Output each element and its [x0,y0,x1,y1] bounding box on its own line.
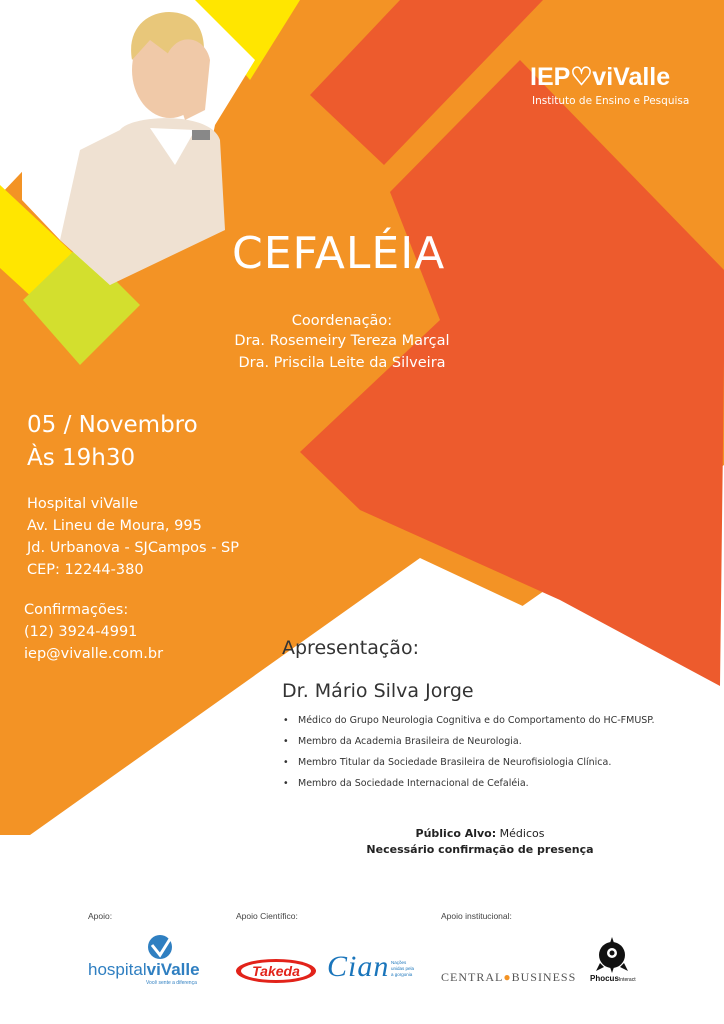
presentation-heading: Apresentação: [282,637,419,659]
bullet-icon: • [283,736,289,747]
target-audience [330,826,630,858]
audience-value: Médicos [499,827,545,840]
bio-item: • Membro Titular da Sociedade Brasileira de Neurofisiologia Clínica. [282,752,655,773]
confirmations-email: iep@vivalle.com.br [24,646,164,662]
logo-subtitle: Instituto de Ensino e Pesquisa [532,95,690,107]
presenter-bio-list [282,710,655,794]
institutional-support-label: Apoio institucional: [441,911,512,921]
scientific-support-label: Apoio Científico: [236,911,298,921]
phocus-mascot-icon [590,935,634,975]
address-line: Av. Lineu de Moura, 995 [27,518,202,534]
coordinator-name: Dra. Priscila Leite da Silveira [238,355,446,371]
coordination-label: Coordenação: [291,313,393,329]
address-line: Jd. Urbanova - SJCampos - SP [27,540,239,556]
audience-label: Público Alvo: [415,827,497,840]
confirmations-phone: (12) 3924-4991 [24,624,138,640]
cian-logo: Cian Nações unidas pela a gorgonia [327,950,415,983]
coordinator-name: Dra. Rosemeiry Tereza Marçal [234,333,450,349]
takeda-logo: Takeda [235,957,317,985]
central-business-logo: CENTRAL●BUSINESS [441,970,577,984]
event-title: CEFALÉIA [232,228,446,279]
logo-vivalle-text: viValle [592,63,671,91]
presenter-name: Dr. Mário Silva Jorge [282,680,474,702]
bio-item: • Membro da Academia Brasileira de Neurologia. [282,731,655,752]
confirmations-label: Confirmações: [24,602,129,618]
dot-icon: ● [503,970,512,984]
address-line: CEP: 12244-380 [27,562,144,578]
address-line: Hospital viValle [27,496,139,512]
support-label: Apoio: [88,911,113,921]
bio-item: • Membro da Sociedade Internacional de Cefaléia. [282,773,655,794]
heart-icon: ♡ [570,63,593,91]
event-time: Às 19h30 [27,445,136,471]
logo-iep-text: IEP [530,63,571,91]
confirmation-note: Necessário confirmação de presença [366,843,594,856]
bullet-icon: • [283,715,289,726]
phocus-logo: PhocusInteract [590,935,634,980]
event-date: 05 / Novembro [27,412,198,438]
iep-vivalle-logo [530,62,690,107]
bullet-icon: • [283,757,289,768]
hospital-vivalle-logo: hospitalviValle Você sente a diferença [88,935,198,995]
bio-item: • Médico do Grupo Neurologia Cognitiva e do Comportamento do HC-FMUSP. [282,710,655,731]
bullet-icon: • [283,778,289,789]
